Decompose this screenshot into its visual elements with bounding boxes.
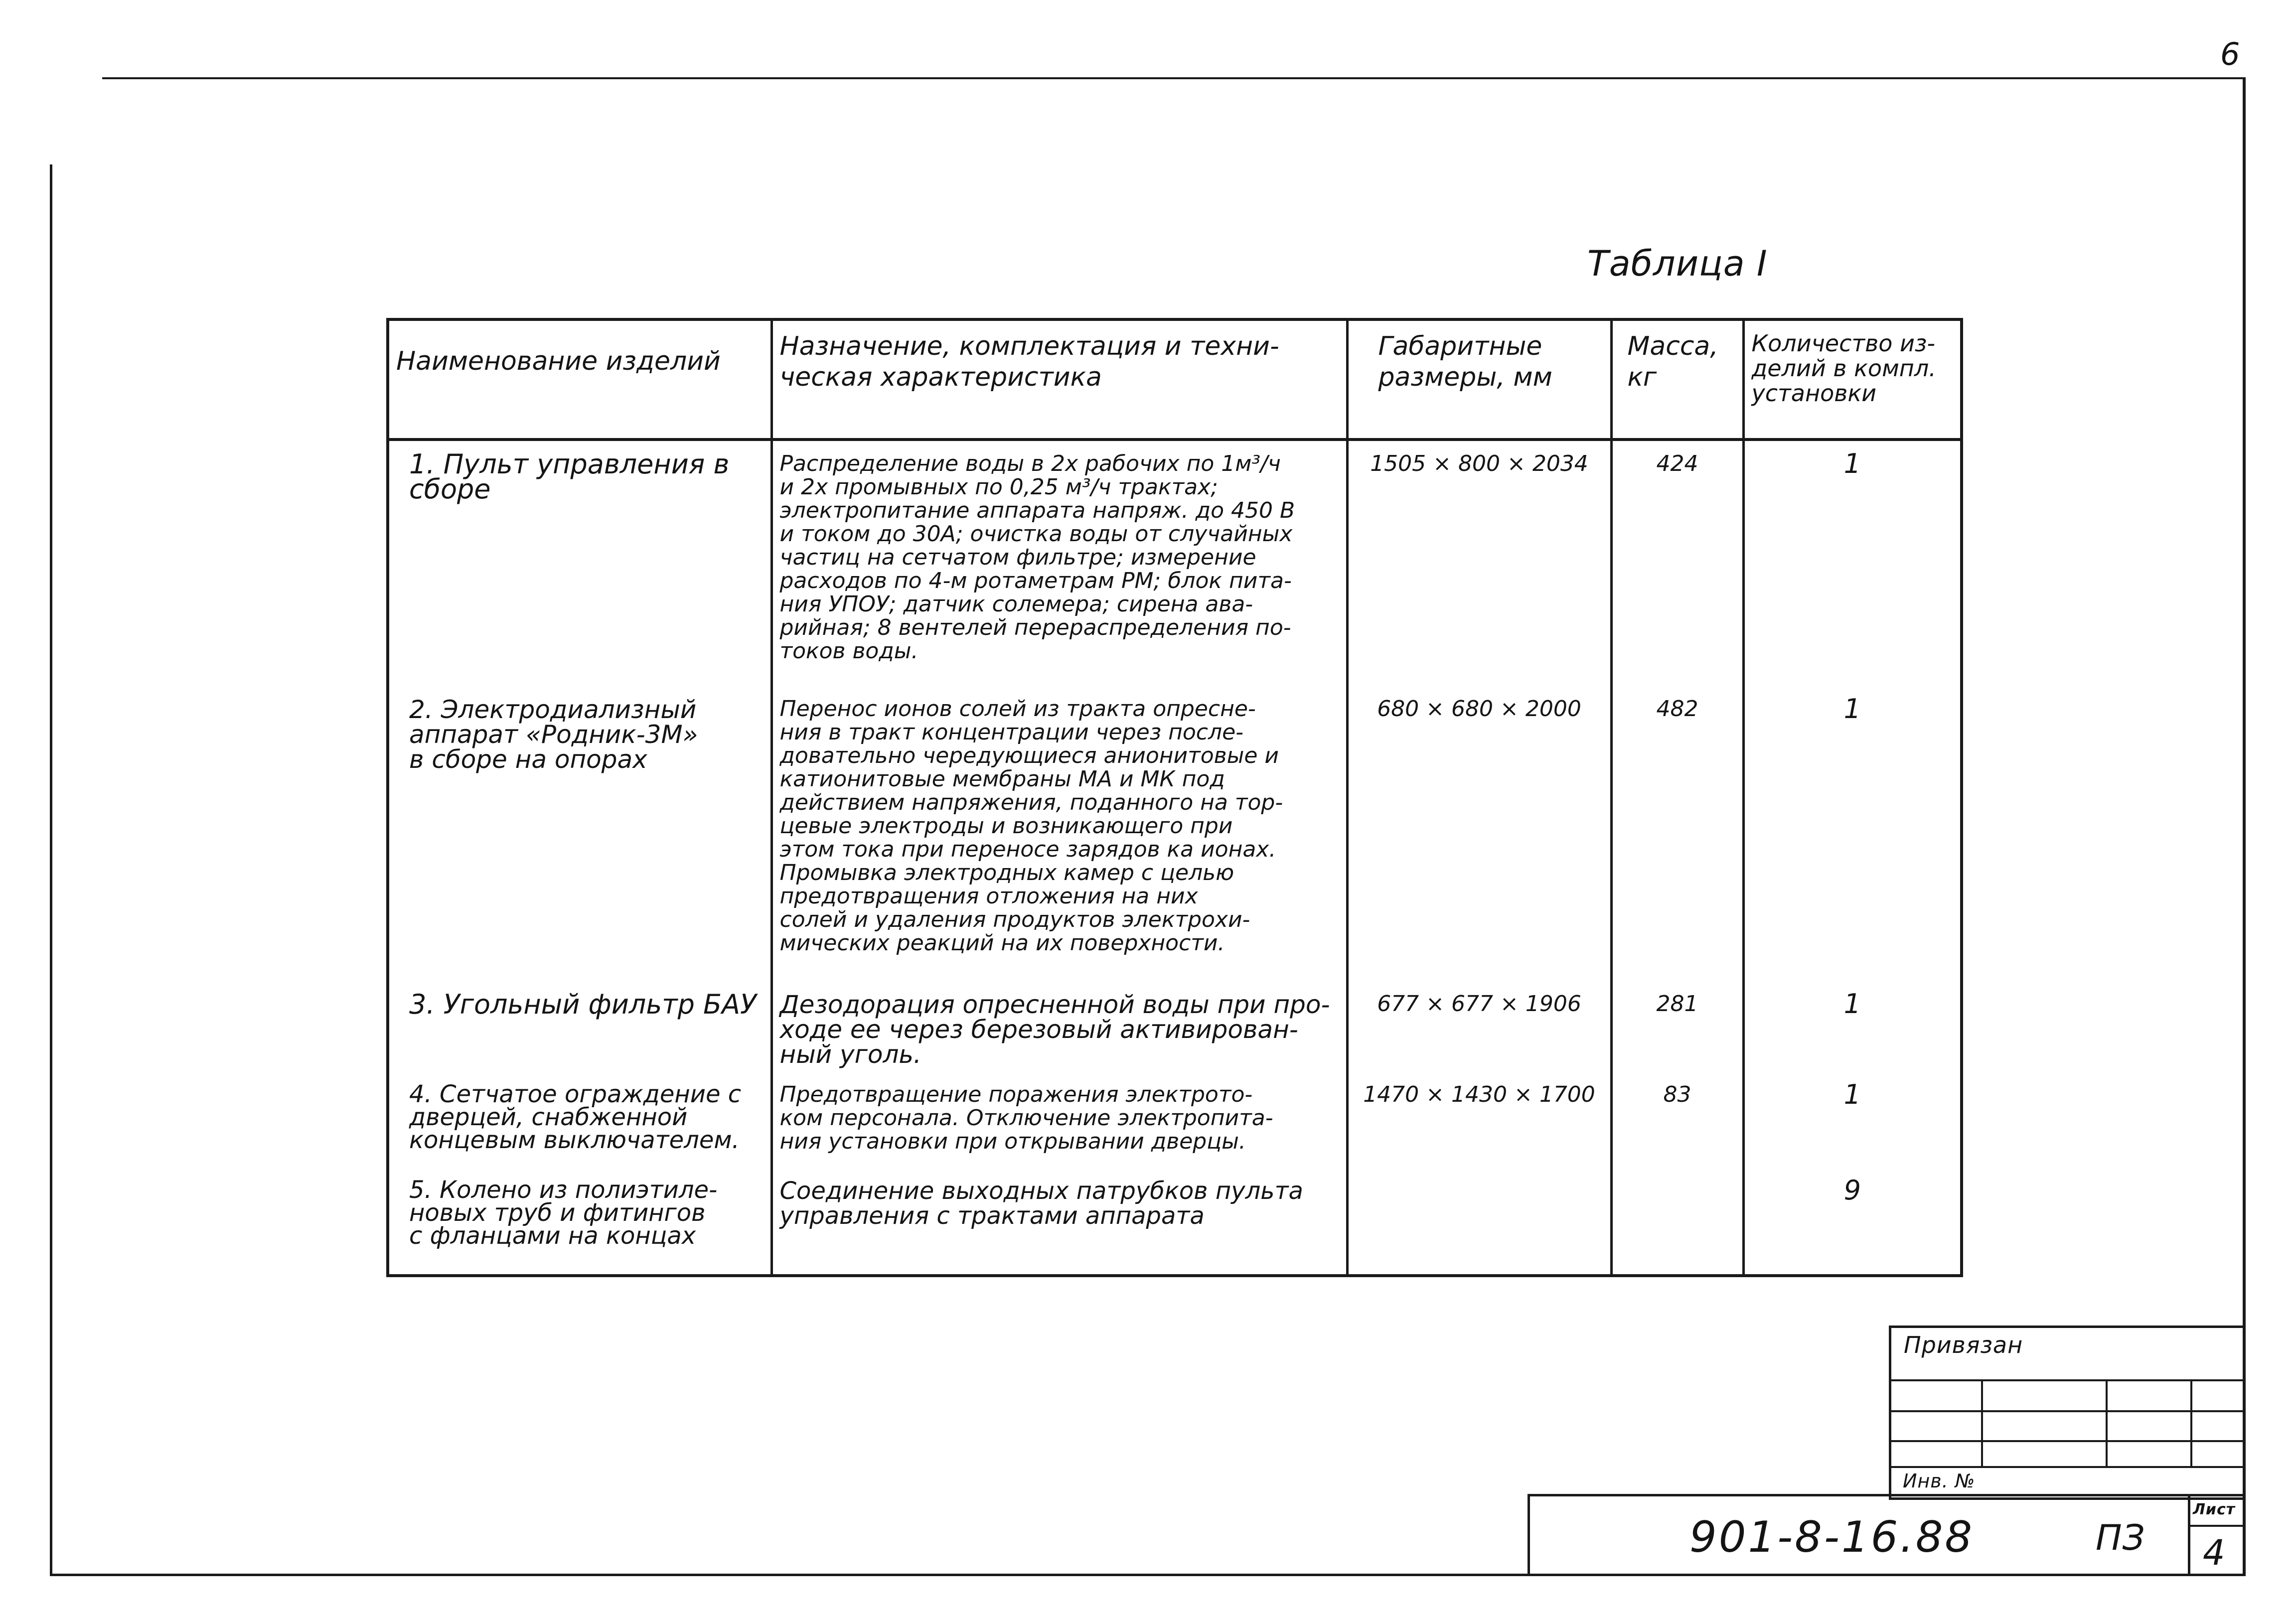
sheet-number: 4 [2203, 1532, 2226, 1573]
stamp-inventory-label: Инв. № [1903, 1470, 1976, 1492]
header-dimensions: Габаритные размеры, мм [1347, 319, 1611, 440]
row-5-quantity: 9 [1743, 1168, 1962, 1276]
row-3-description: Дезодорация опресненной воды при про- ходе ее через березовый активирован- ный уголь. [771, 981, 1347, 1072]
row-3-mass: 281 [1611, 981, 1743, 1072]
table-row [388, 1168, 1962, 1276]
table-row [388, 981, 1962, 1072]
row-5-dimensions [1347, 1168, 1611, 1276]
row-2-mass: 482 [1611, 686, 1743, 981]
row-3-name: 3. Угольный фильтр БАУ [388, 981, 771, 1072]
row-4-dimensions: 1470 × 1430 × 1700 [1347, 1072, 1611, 1168]
row-2-description: Перенос ионов солей из тракта опресне- ния в тракт концентрации через после- довательно чередующиеся анионитовые и катионитовые мембраны МА и МК под действием напряжения, поданного на тор- цевые электроды и возникающего при этом тока при переносе зарядов ка ионах. Промывка электродных камер с целью предотвращения отложения на них солей и удаления продуктов электрохи- мических реакций на их поверхности. [771, 686, 1347, 981]
row-5-mass [1611, 1168, 1743, 1276]
table-row [388, 440, 1962, 686]
stamp-grid-line [1889, 1466, 2246, 1468]
table-caption: Таблица I [1587, 243, 1768, 284]
table-row [388, 1072, 1962, 1168]
header-quantity: Количество из- делий в компл. установки [1743, 319, 1962, 440]
header-name: Наименование изделий [388, 319, 771, 440]
top-rule [102, 77, 2245, 79]
stamp-grid-line [2106, 1379, 2108, 1466]
left-frame-line [50, 164, 52, 1575]
stamp-sheet-divider [2188, 1525, 2246, 1527]
row-4-quantity: 1 [1743, 1072, 1962, 1168]
document-section: ПЗ [2096, 1517, 2145, 1558]
row-1-description: Распределение воды в 2х рабочих по 1м³/ч и 2х промывных по 0,25 м³/ч трактах; электропитание аппарата напряж. до 450 В и током до 30А; очистка воды от случайных частиц на сетчатом фильтре; измерение расходов по 4-м ротаметрам РМ; блок пита- ния УПОУ; датчик солемера; сирена ава- рийная; 8 вентелей перераспределения по- токов воды. [771, 440, 1347, 686]
page-number: 6 [2220, 36, 2241, 72]
row-3-dimensions: 677 × 677 × 1906 [1347, 981, 1611, 1072]
row-4-description: Предотвращение поражения электрото- ком персонала. Отключение электропита- ния установки при открывании дверцы. [771, 1072, 1347, 1168]
row-1-mass: 424 [1611, 440, 1743, 686]
row-4-mass: 83 [1611, 1072, 1743, 1168]
stamp-privyazan-label: Привязан [1904, 1331, 2023, 1358]
table-header-row [388, 319, 1962, 440]
row-1-dimensions: 1505 × 800 × 2034 [1347, 440, 1611, 686]
header-description: Назначение, комплектация и техни- ческая характеристика [771, 319, 1347, 440]
header-mass: Масса, кг [1611, 319, 1743, 440]
row-4-name: 4. Сетчатое ограждение с дверцей, снабженной концевым выключателем. [388, 1072, 771, 1168]
row-2-quantity: 1 [1743, 686, 1962, 981]
row-2-dimensions: 680 × 680 × 2000 [1347, 686, 1611, 981]
row-1-quantity: 1 [1743, 440, 1962, 686]
row-2-name: 2. Электродиализный аппарат «Родник-3М» в сборе на опорах [388, 686, 771, 981]
sheet-label: Лист [2193, 1501, 2236, 1518]
stamp-grid-line [1981, 1379, 1983, 1466]
table-row [388, 686, 1962, 981]
stamp-sheet-divider [2188, 1494, 2190, 1574]
row-1-name: 1. Пульт управления в сборе [388, 440, 771, 686]
row-5-name: 5. Колено из полиэтиле- новых труб и фитингов с фланцами на концах [388, 1168, 771, 1276]
row-3-quantity: 1 [1743, 981, 1962, 1072]
row-5-description: Соединение выходных патрубков пульта управления с трактами аппарата [771, 1168, 1347, 1276]
document-code: 901-8-16.88 [1689, 1512, 1975, 1562]
stamp-grid-line [2190, 1379, 2192, 1466]
specification-table [386, 318, 1963, 1277]
